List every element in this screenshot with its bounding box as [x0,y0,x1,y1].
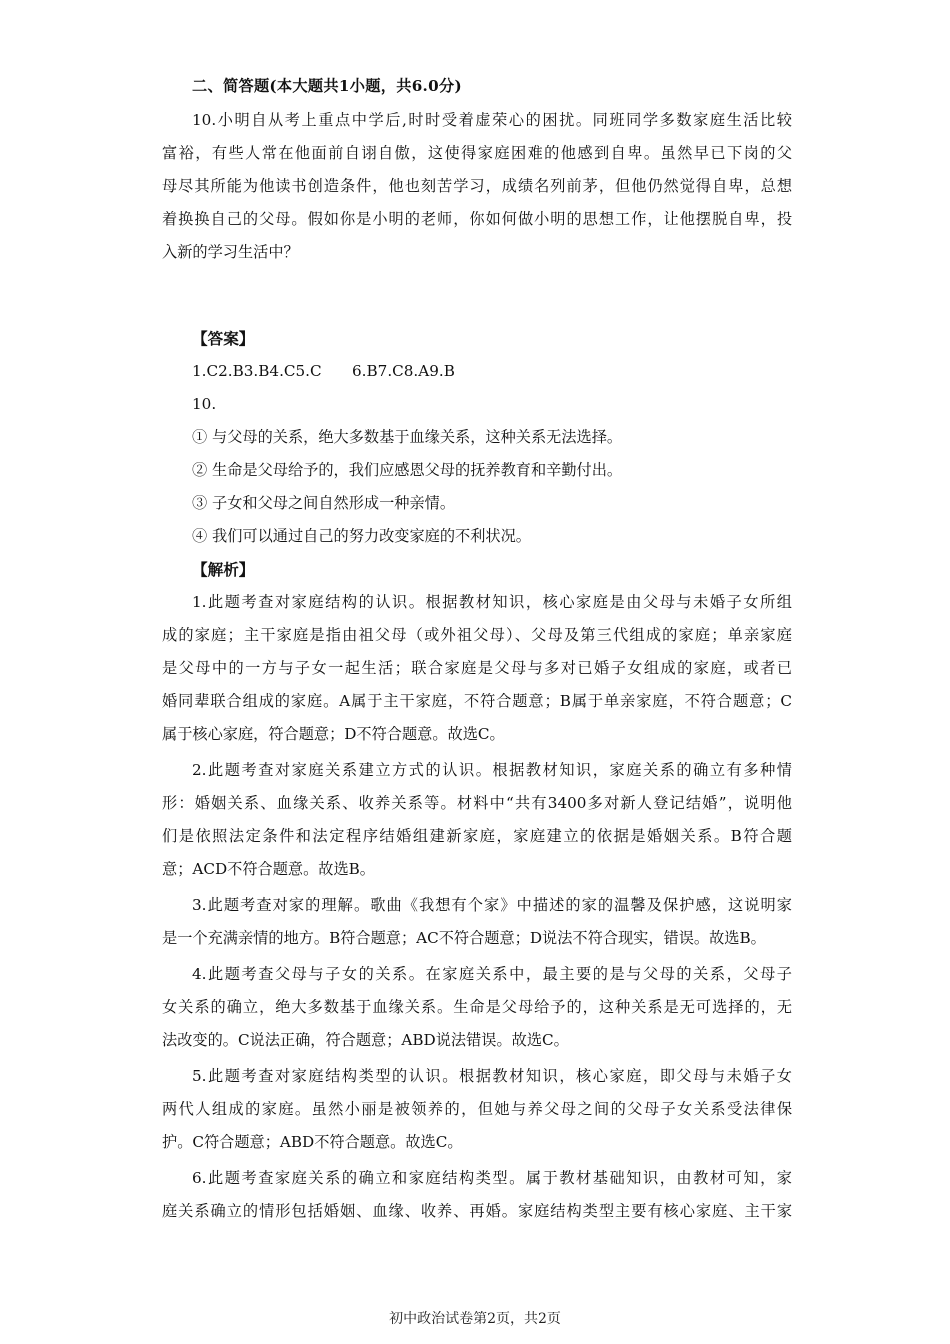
answer-section [162,322,792,553]
answer-point: ④ 我们可以通过自己的努力改变家庭的不利状况。 [192,527,531,545]
analysis-paragraph-4 [162,958,792,1057]
question-line: 富裕，有些人常在他面前自诩自傲，这使得家庭困难的他感到自卑。虽然早已下岗的父 [162,144,792,162]
analysis-heading: 【解析】 [192,560,255,579]
analysis-line: 女关系的确立，绝大多数基于血缘关系。生命是父母给予的，这种关系是无可选择的，无 [162,998,792,1016]
answer-point: ② 生命是父母给予的，我们应感恩父母的抚养教育和辛勤付出。 [192,461,623,479]
analysis-line: 婚同辈联合组成的家庭。A属于主干家庭，不符合题意；B属于单亲家庭，不符合题意；C [162,692,792,710]
page-footer: 初中政治试卷第2页，共2页 [389,1311,561,1327]
analysis-line: 3.此题考查对家的理解。歌曲《我想有个家》中描述的家的温馨及保护感，这说明家 [192,896,792,914]
question-line: 10.小明自从考上重点中学后,时时受着虚荣心的困扰。同班同学多数家庭生活比较 [192,111,792,129]
analysis-line: 是一个充满亲情的地方。B符合题意；AC不符合题意；D说法不符合现实，错误。故选B。 [162,929,766,947]
analysis-line: 属于核心家庭，符合题意；D不符合题意。故选C。 [162,725,505,743]
answer-q10-label: 10. [192,395,217,413]
analysis-line: 两代人组成的家庭。虽然小丽是被领养的，但她与养父母之间的父母子女关系受法律保 [162,1100,792,1118]
analysis-line: 6.此题考查家庭关系的确立和家庭结构类型。属于教材基础知识，由教材可知，家 [192,1169,792,1187]
question-line: 入新的学习生活中？ [162,243,299,261]
analysis-paragraph-1 [162,586,792,751]
analysis-line: 意；ACD不符合题意。故选B。 [162,860,375,878]
question-line: 母尽其所能为他读书创造条件，他也刻苦学习，成绩名列前茅，但他仍然觉得自卑，总想 [162,177,792,195]
answer-heading: 【答案】 [192,329,255,348]
section-title-text: 二、简答题(本大题共1小题，共6.0分) [192,77,462,95]
analysis-line: 4.此题考查父母与子女的关系。在家庭关系中，最主要的是与父母的关系，父母子 [192,965,792,983]
answer-choices: 1.C2.B3.B4.C5.C 6.B7.C8.A9.B [192,362,455,380]
analysis-section [162,553,792,1228]
analysis-line: 1.此题考查对家庭结构的认识。根据教材知识，核心家庭是由父母与未婚子女所组 [192,593,792,611]
analysis-line: 2.此题考查对家庭关系建立方式的认识。根据教材知识，家庭关系的确立有多种情 [192,761,792,779]
analysis-line: 形：婚姻关系、血缘关系、收养关系等。材料中“共有3400多对新人登记结婚”，说明他 [162,794,792,812]
analysis-paragraph-5 [162,1060,792,1159]
question-line: 着换换自己的父母。假如你是小明的老师，你如何做小明的思想工作，让他摆脱自卑，投 [162,210,792,228]
analysis-paragraph-6 [162,1162,792,1228]
answer-point: ③ 子女和父母之间自然形成一种亲情。 [192,494,456,512]
analysis-paragraph-2 [162,754,792,886]
analysis-line: 护。C符合题意；ABD不符合题意。故选C。 [162,1133,463,1151]
analysis-line: 是父母中的一方与子女一起生活；联合家庭是父母与多对已婚子女组成的家庭，或者已 [162,659,792,677]
answer-point: ① 与父母的关系，绝大多数基于血缘关系，这种关系无法选择。 [192,428,623,446]
analysis-line: 庭关系确立的情形包括婚姻、血缘、收养、再婚。家庭结构类型主要有核心家庭、主干家 [162,1202,792,1220]
question-10 [162,104,792,269]
section-title [162,70,792,103]
analysis-line: 法改变的。C说法正确，符合题意；ABD说法错误。故选C。 [162,1031,569,1049]
analysis-line: 5.此题考查对家庭结构类型的认识。根据教材知识，核心家庭，即父母与未婚子女 [192,1067,792,1085]
analysis-line: 成的家庭；主干家庭是指由祖父母（或外祖父母）、父母及第三代组成的家庭；单亲家庭 [162,626,792,644]
analysis-paragraph-3 [162,889,792,955]
analysis-line: 们是依照法定条件和法定程序结婚组建新家庭，家庭建立的依据是婚姻关系。B符合题 [162,827,792,845]
